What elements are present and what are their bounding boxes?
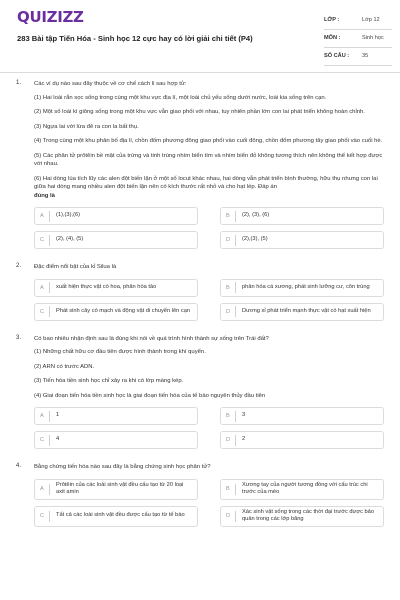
answer-option-b[interactable] bbox=[220, 207, 384, 225]
option-letter: B bbox=[226, 484, 236, 495]
option-letter: D bbox=[226, 235, 236, 246]
answer-option-a[interactable] bbox=[34, 479, 198, 500]
meta-key: LỚP : bbox=[324, 17, 340, 23]
question-2 bbox=[16, 263, 388, 321]
answer-options bbox=[34, 407, 384, 449]
meta-row-grade bbox=[324, 12, 392, 30]
meta-row-subject bbox=[324, 30, 392, 48]
meta-value: Lớp 12 bbox=[362, 17, 380, 23]
question-text: Bằng chứng tiến hóa nào sau đây là bằng chứng sinh học phân tử? bbox=[34, 464, 211, 470]
question-1 bbox=[16, 80, 388, 249]
statement: (4) Trong cùng một khu phân bố địa lí, chồn đốm phương đông giao phối vào cuối đông, chồn đốm phương tây giao phối vào cuối hè. bbox=[34, 138, 383, 144]
answer-option-a[interactable] bbox=[34, 207, 198, 225]
worksheet-title: 283 Bài tập Tiến Hóa - Sinh học 12 cực hay có lời giải chi tiết (P4) bbox=[17, 34, 253, 43]
meta-value: Sinh học bbox=[362, 35, 384, 41]
option-text: 2 bbox=[242, 436, 246, 443]
option-text: phân hóa cá xương, phát sinh lưỡng cư, côn trùng bbox=[242, 283, 370, 290]
answer-option-d[interactable] bbox=[220, 431, 384, 449]
option-text: (2),(3), (5) bbox=[242, 236, 268, 243]
option-text: 4 bbox=[56, 436, 60, 443]
answer-option-c[interactable] bbox=[34, 231, 198, 249]
statement: (6) Hai dòng lúa tích lũy các alen đột biến lặn ở một số locut khác nhau, hai dòng vẫn phát triển bình thường, hữu thụ nhưng con lai giữa hai dòng mang nhiều alen đột biến lặn nên có kích thước rất nhỏ và cho hạt lép. Đáp án bbox=[34, 175, 378, 190]
question-number: 3. bbox=[16, 334, 22, 341]
option-letter: A bbox=[40, 484, 50, 495]
option-letter: A bbox=[40, 211, 50, 222]
option-text: (1),(3),(6) bbox=[56, 212, 81, 219]
option-letter: D bbox=[226, 306, 236, 317]
question-number: 2. bbox=[16, 263, 22, 269]
answer-option-d[interactable] bbox=[220, 303, 384, 321]
statement: (2) ARN có trước ADN. bbox=[34, 363, 95, 370]
answer-options bbox=[34, 479, 384, 527]
statement: (5) Các phân tử prôtêin bề mặt của trứng và tinh trùng nhím biển tím và nhím biển đỏ không tương thích nên không thể kết hợp được với nhau. bbox=[34, 152, 383, 167]
option-text: xuất hiện thực vật có hoa, phân hóa tảo bbox=[56, 283, 157, 290]
option-text: Dương xỉ phát triển mạnh thực vật có hạt xuất hiện bbox=[242, 307, 371, 314]
question-text: Đặc điểm nổi bật của kỉ Silua là bbox=[34, 264, 117, 270]
option-letter: C bbox=[40, 235, 50, 246]
option-text: 3 bbox=[242, 412, 246, 419]
statement: (3) Ngựa lai với lừa đẻ ra con la bất thụ. bbox=[34, 123, 139, 130]
option-letter: B bbox=[226, 411, 236, 422]
question-number: 1. bbox=[16, 80, 22, 86]
option-letter: C bbox=[40, 511, 50, 522]
meta-key: SỐ CÂU : bbox=[324, 53, 350, 59]
meta-table bbox=[324, 12, 392, 66]
question-number: 4. bbox=[16, 463, 22, 469]
question-3 bbox=[16, 335, 388, 450]
answer-options bbox=[34, 279, 384, 321]
option-letter: C bbox=[40, 306, 50, 317]
answer-option-a[interactable] bbox=[34, 279, 198, 297]
answer-options bbox=[34, 207, 384, 249]
option-letter: B bbox=[226, 211, 236, 222]
answer-option-b[interactable] bbox=[220, 279, 384, 297]
answer-option-c[interactable] bbox=[34, 506, 198, 527]
answer-option-c[interactable] bbox=[34, 303, 198, 321]
meta-value: 35 bbox=[362, 53, 369, 59]
question-text: Có bao nhiêu nhận định sau là đúng khi nói về quá trình hình thành sự sống trên Trái đất? bbox=[34, 335, 269, 342]
option-letter: B bbox=[226, 282, 236, 293]
option-text: Prôtêin của các loài sinh vật đều cấu tạo từ 20 loại axit amin bbox=[56, 481, 184, 496]
option-text: (2), (3), (6) bbox=[242, 212, 270, 219]
meta-row-count bbox=[324, 48, 392, 66]
statement-tail: đúng là bbox=[34, 192, 55, 199]
answer-option-b[interactable] bbox=[220, 479, 384, 500]
option-letter: D bbox=[226, 511, 236, 522]
statement: (3) Tiến hóa tiền sinh học chỉ xảy ra khi có lớp màng kép. bbox=[34, 378, 184, 384]
answer-option-a[interactable] bbox=[34, 407, 198, 425]
answer-option-c[interactable] bbox=[34, 431, 198, 449]
question-4 bbox=[16, 463, 388, 527]
option-letter: A bbox=[40, 411, 50, 422]
statement: (4) Giai đoạn tiến hóa tiền sinh học là giai đoạn tiến hóa của tế bào nguyên thủy đầu tiên bbox=[34, 392, 266, 399]
statement: (2) Một số loài kì giông sống trong một khu vực vẫn giao phối với nhau, tuy nhiên phần lớn con lai phát triển không hoàn chỉnh. bbox=[34, 109, 365, 115]
answer-option-b[interactable] bbox=[220, 407, 384, 425]
question-text: Các ví dụ nào sau đây thuộc về cơ chế cách li sau hợp tử: bbox=[34, 81, 187, 87]
option-letter: C bbox=[40, 435, 50, 446]
option-text: Xương tay của người tương đồng với cấu trúc chi trước của mèo bbox=[242, 481, 368, 496]
option-letter: A bbox=[40, 282, 50, 293]
option-text: Phát sinh cây có mạch và động vật di chuyển lên cạn bbox=[56, 307, 191, 314]
option-text: Tất cả các loài sinh vật đều được cấu tạo từ tế bào bbox=[56, 512, 185, 519]
option-letter: D bbox=[226, 435, 236, 446]
answer-option-d[interactable] bbox=[220, 506, 384, 527]
page-header bbox=[0, 0, 400, 73]
option-text: Xác sinh vật sống trong các thời đại trước được bảo quản trong các lớp băng bbox=[242, 508, 374, 523]
quizizz-logo: QUIZIZZ bbox=[17, 8, 84, 26]
statement: (1) Những chất hữu cơ đầu tiên được hình thành trong khí quyển. bbox=[34, 349, 206, 355]
meta-key: MÔN : bbox=[324, 35, 341, 41]
option-text: 1 bbox=[56, 412, 60, 419]
statement: (1) Hai loài rắn sọc sống trong cùng một khu vực địa lí, một loài chủ yếu sống dưới nước, loài kia sống trên cạn. bbox=[34, 94, 327, 101]
answer-option-d[interactable] bbox=[220, 231, 384, 249]
option-text: (2), (4), (5) bbox=[56, 236, 84, 243]
question-list bbox=[0, 80, 400, 541]
